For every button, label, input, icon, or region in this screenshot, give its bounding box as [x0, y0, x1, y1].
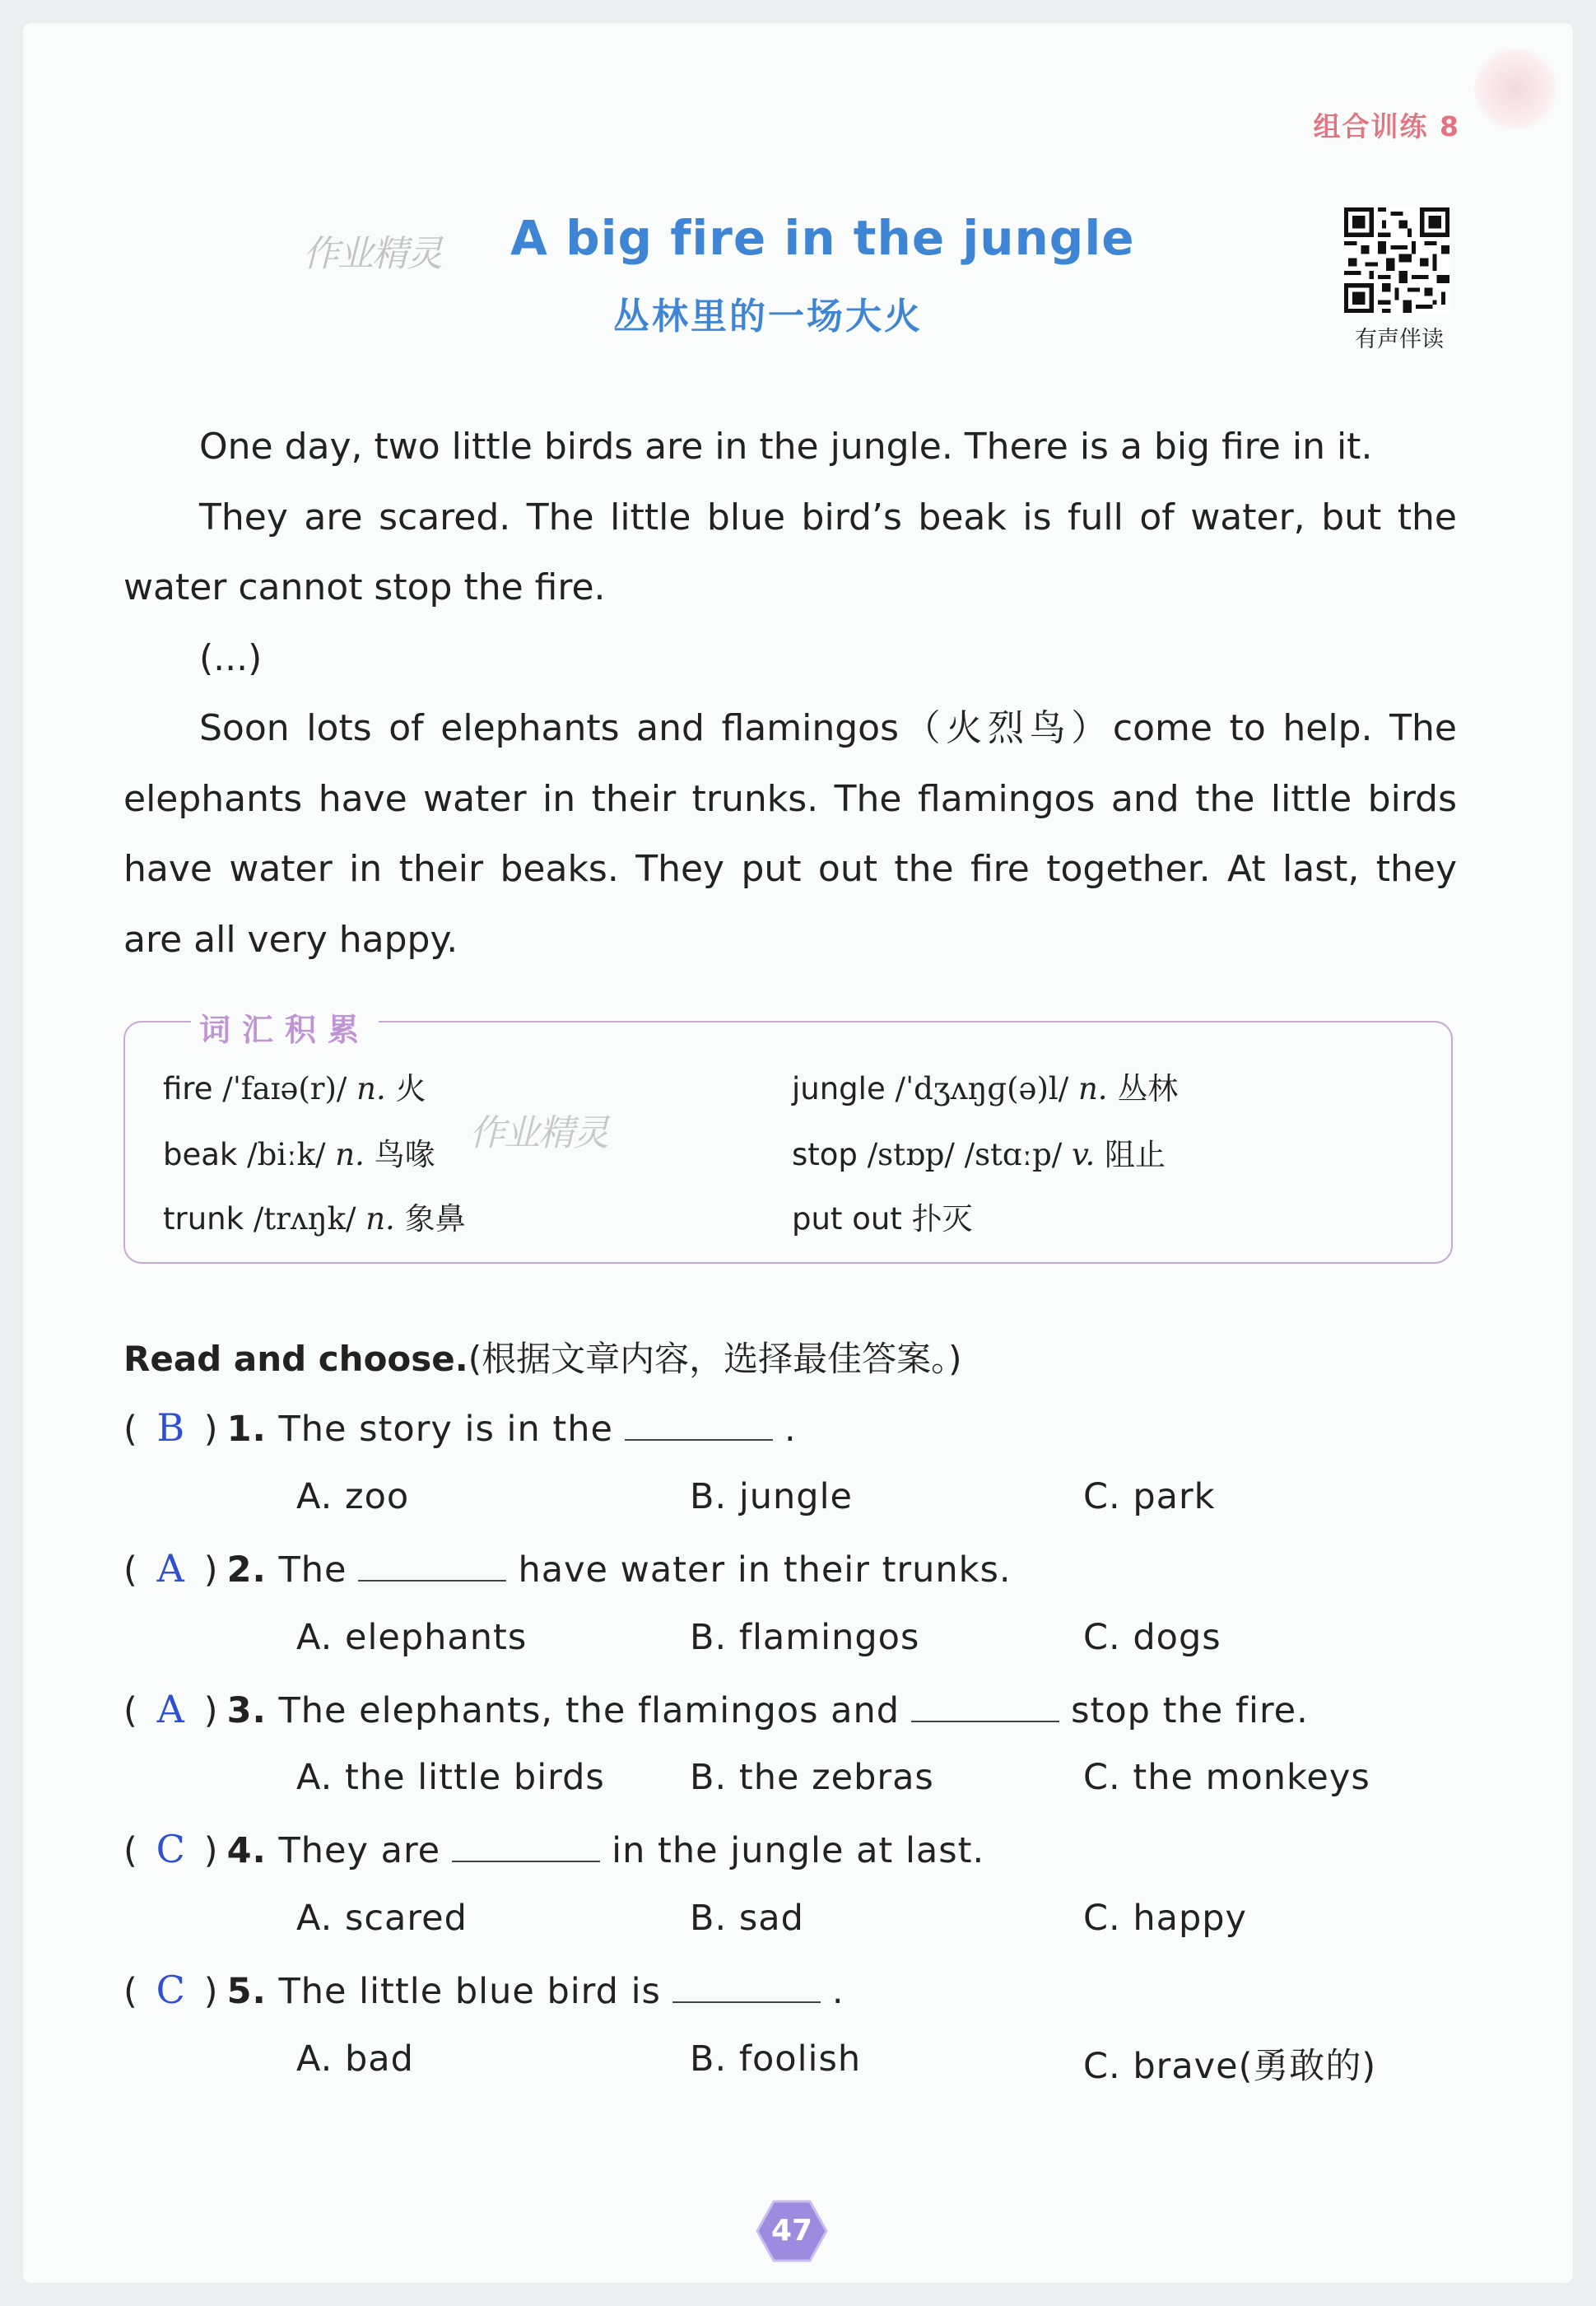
- answer-blank[interactable]: [358, 1550, 506, 1582]
- story-paragraph: (...): [199, 636, 263, 679]
- page-number-badge: [756, 2200, 828, 2262]
- answer-blank[interactable]: [452, 1831, 600, 1862]
- answer-blank[interactable]: [625, 1409, 773, 1441]
- vocab-ipa: /stɒp/ /stɑːp/: [867, 1137, 1063, 1172]
- question-row: ( A ) 3. The elephants, the flamingos and stop the fire.: [123, 1687, 1309, 1731]
- exercise-heading: [123, 1332, 962, 1381]
- title-chinese: 丛林里的一场大火: [613, 296, 923, 338]
- question-text: The: [278, 1549, 347, 1591]
- vocab-item: [792, 1194, 973, 1238]
- question-row: ( A ) 2. The have water in their trunks.: [123, 1546, 1012, 1591]
- question-text: The elephants, the flamingos and: [278, 1690, 900, 1731]
- qr-code-icon[interactable]: [1344, 207, 1449, 313]
- corner-decoration: [1474, 48, 1556, 130]
- option-c[interactable]: C. brave(勇敢的): [1083, 2046, 1377, 2087]
- answer-blank[interactable]: [672, 1972, 821, 2003]
- option-c[interactable]: C. park: [1083, 1476, 1216, 1517]
- story-text: [123, 412, 1457, 975]
- story-paragraph: Soon lots of elephants and flamingos（火烈鸟）come to help. The elephants have water in their trunks. The flamingos and the little birds have water in their beaks. They put out the fire together. At last, they are all very happy.: [123, 707, 1457, 961]
- vocab-pos: n.: [1077, 1071, 1108, 1106]
- vocab-word: stop: [792, 1137, 858, 1172]
- vocab-meaning: 火: [395, 1071, 426, 1106]
- question-text-end: .: [784, 1409, 797, 1450]
- answer-slot[interactable]: A: [156, 1687, 185, 1731]
- vocab-title: 词汇积累: [191, 1004, 379, 1050]
- question-row: ( C ) 4. They are in the jungle at last.: [123, 1827, 985, 1871]
- page-number: 47: [770, 2214, 813, 2248]
- option-a[interactable]: A. zoo: [296, 1476, 410, 1517]
- question-text-end: .: [831, 1971, 845, 2012]
- question-number: 3.: [226, 1690, 267, 1731]
- question-row: ( C ) 5. The little blue bird is .: [123, 1968, 845, 2012]
- option-a[interactable]: A. elephants: [296, 1617, 528, 1658]
- question-text: The story is in the: [278, 1409, 613, 1450]
- answer-blank[interactable]: [911, 1691, 1059, 1722]
- answer-slot[interactable]: A: [156, 1546, 185, 1591]
- question-text: They are: [278, 1830, 441, 1871]
- vocab-item: [792, 1130, 1166, 1174]
- question-number: 2.: [226, 1549, 267, 1591]
- section-tag: 组合训练 8: [1313, 110, 1460, 142]
- option-c[interactable]: C. happy: [1083, 1898, 1248, 1939]
- question-number: 4.: [226, 1830, 267, 1871]
- option-b[interactable]: B. foolish: [690, 2038, 862, 2080]
- option-b[interactable]: B. jungle: [690, 1476, 853, 1517]
- vocab-pos: v.: [1072, 1137, 1096, 1172]
- vocab-meaning: 丛林: [1117, 1071, 1179, 1106]
- question-text-end: in the jungle at last.: [612, 1830, 985, 1871]
- exercise-heading-note: (根据文章内容，选择最佳答案。): [468, 1339, 962, 1379]
- vocab-meaning: 扑灭: [911, 1201, 973, 1237]
- question-row: ( B ) 1. The story is in the .: [123, 1405, 797, 1450]
- vocab-item: [163, 1130, 435, 1174]
- answer-slot[interactable]: C: [156, 1968, 186, 2012]
- vocab-ipa: /ˈfaɪə(r)/: [222, 1071, 347, 1106]
- vocab-ipa: /ˈdʒʌŋɡ(ə)l/: [895, 1071, 1069, 1106]
- option-a[interactable]: A. bad: [296, 2038, 414, 2080]
- vocab-pos: n.: [335, 1137, 365, 1172]
- question-number: 5.: [226, 1971, 267, 2012]
- qr-label: 有声伴读: [1355, 327, 1444, 352]
- title-english: A big fire in the jungle: [510, 210, 1135, 266]
- option-a[interactable]: A. scared: [296, 1898, 468, 1939]
- option-a[interactable]: A. the little birds: [296, 1757, 605, 1798]
- vocab-word: fire: [163, 1071, 213, 1106]
- question-text: The little blue bird is: [278, 1971, 661, 2012]
- vocab-word: jungle: [792, 1071, 886, 1106]
- option-b[interactable]: B. sad: [690, 1898, 804, 1939]
- vocab-item: [163, 1194, 466, 1238]
- option-b[interactable]: B. flamingos: [690, 1617, 920, 1658]
- story-paragraph: One day, two little birds are in the jungle. There is a big fire in it.: [199, 426, 1373, 468]
- option-b[interactable]: B. the zebras: [690, 1757, 934, 1798]
- vocab-word: beak: [163, 1137, 238, 1172]
- vocab-pos: n.: [356, 1071, 386, 1106]
- vocab-ipa: /biːk/: [247, 1137, 326, 1172]
- watermark-middle: 作业精灵: [469, 1112, 607, 1154]
- question-number: 1.: [226, 1409, 267, 1450]
- option-c[interactable]: C. dogs: [1083, 1617, 1221, 1658]
- vocab-item: [163, 1064, 426, 1108]
- vocab-meaning: 阻止: [1105, 1137, 1166, 1172]
- vocab-ipa: /trʌŋk/: [253, 1201, 356, 1237]
- vocab-meaning: 鸟喙: [374, 1137, 435, 1172]
- question-text-end: stop the fire.: [1071, 1690, 1309, 1731]
- option-c[interactable]: C. the monkeys: [1083, 1757, 1370, 1798]
- vocab-item: [792, 1064, 1178, 1108]
- answer-slot[interactable]: C: [156, 1827, 186, 1871]
- watermark-top: 作业精灵: [303, 233, 441, 275]
- exercise-heading-bold: Read and choose.: [123, 1339, 468, 1379]
- vocab-pos: n.: [365, 1201, 395, 1237]
- story-paragraph: They are scared. The little blue bird’s beak is full of water, but the water cannot stop the fire.: [123, 496, 1457, 608]
- vocab-meaning: 象鼻: [404, 1201, 466, 1237]
- vocab-word: put out: [792, 1201, 902, 1237]
- answer-slot[interactable]: B: [156, 1405, 186, 1450]
- vocab-word: trunk: [163, 1201, 244, 1237]
- question-text-end: have water in their trunks.: [518, 1549, 1012, 1591]
